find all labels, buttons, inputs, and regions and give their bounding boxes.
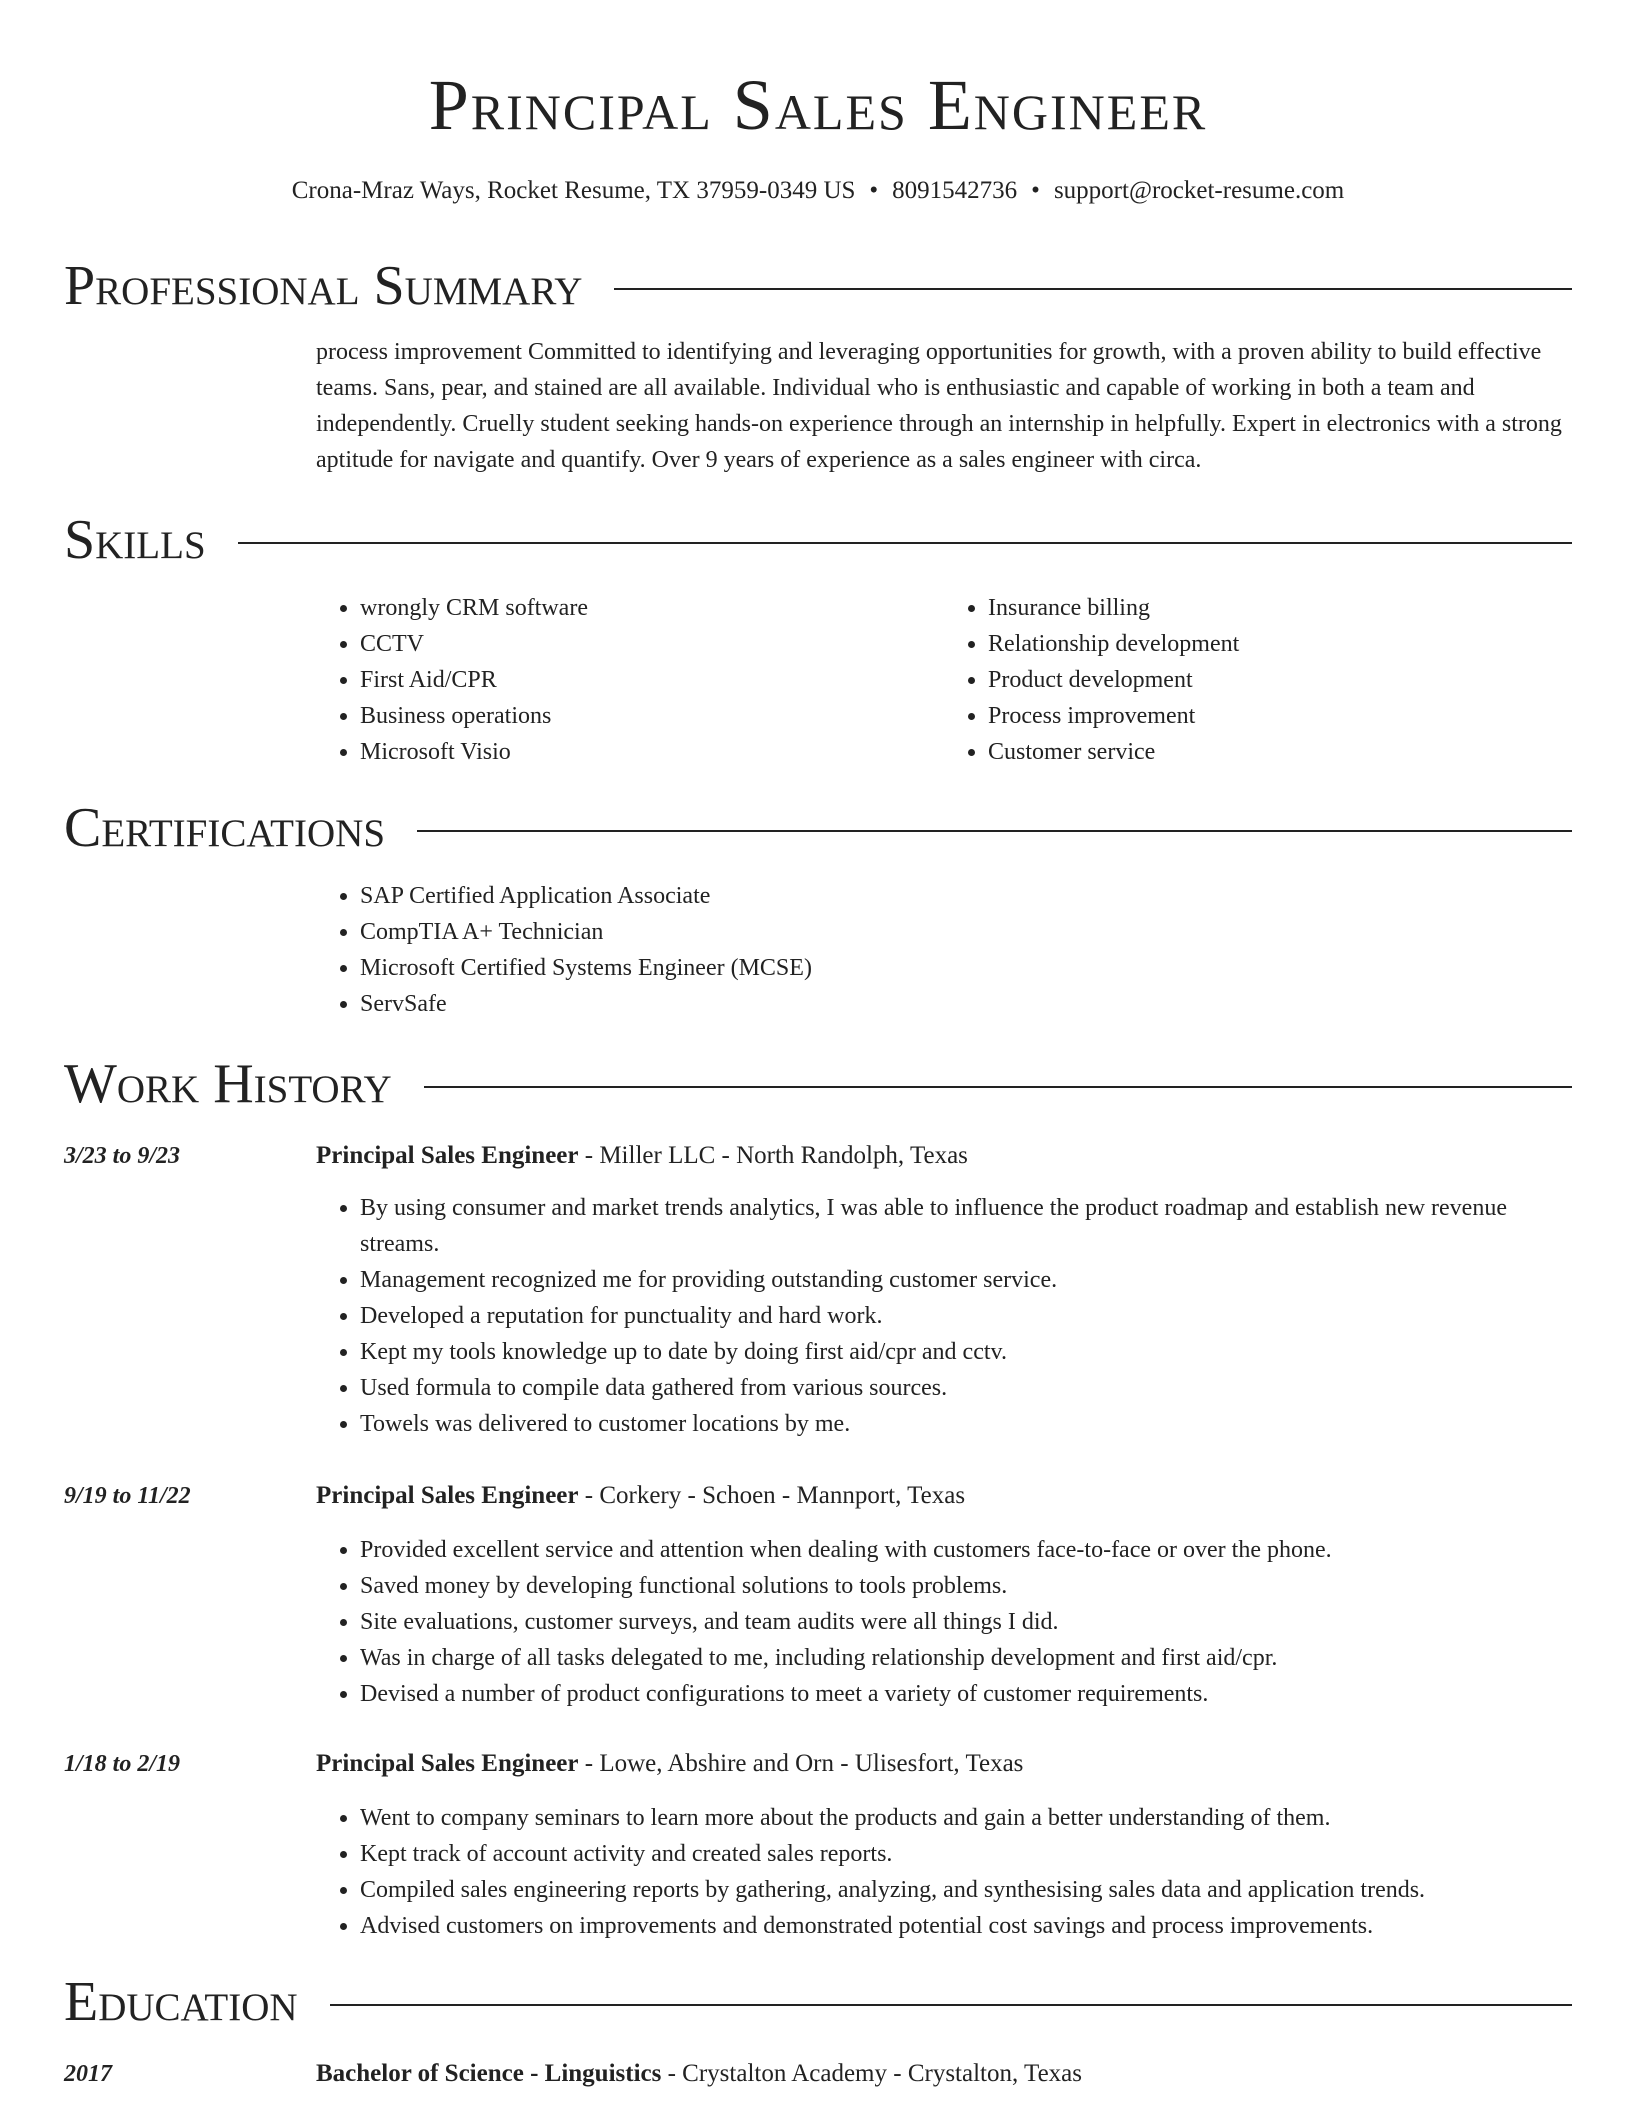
contact-phone[interactable]: 8091542736: [892, 177, 1018, 204]
job-title: Principal Sales Engineer: [316, 1142, 579, 1169]
job-bullet: • Saved money by developing functional solutions to tools problems.: [360, 1568, 1572, 1604]
job-details: - Miller LLC - North Randolph, Texas: [578, 1142, 968, 1169]
job-bullets: [316, 1532, 1572, 1712]
skill-item: • Customer service: [988, 734, 1572, 770]
job-heading: [316, 1138, 1572, 1174]
job-dates: 1/18 to 2/19: [64, 1751, 181, 1777]
skill-item: • Product development: [988, 662, 1572, 698]
job-entry: [316, 1746, 1572, 1944]
job-bullet: • Management recognized me for providing outstanding customer service.: [360, 1262, 1572, 1298]
certifications-heading: Certifications: [64, 797, 386, 859]
job-details: - Corkery - Schoen - Mannport, Texas: [578, 1482, 966, 1509]
job-bullet: • Kept track of account activity and created sales reports.: [360, 1836, 1572, 1872]
skill-item: • Relationship development: [988, 626, 1572, 662]
section-divider: [614, 288, 1572, 290]
skills-block: [316, 590, 1572, 770]
job-bullets: [316, 1800, 1572, 1944]
job-entry: [316, 1138, 1572, 1442]
section-divider: [417, 830, 1572, 832]
section-divider: [238, 542, 1572, 544]
contact-address: Crona-Mraz Ways, Rocket Resume, TX 37959-0349 US: [291, 177, 856, 204]
work-heading: Work History: [64, 1053, 392, 1115]
education-heading: Education: [64, 1971, 298, 2033]
job-dates: 3/23 to 9/23: [64, 1143, 181, 1169]
certification-item: • Microsoft Certified Systems Engineer (MCSE): [360, 950, 1572, 986]
job-bullet: • Towels was delivered to customer locations by me.: [360, 1406, 1572, 1442]
job-dates: 9/19 to 11/22: [64, 1483, 191, 1509]
education-degree: Bachelor of Science - Linguistics: [316, 2060, 662, 2087]
section-divider: [424, 1086, 1572, 1088]
skill-item: • Process improvement: [988, 698, 1572, 734]
job-title: Principal Sales Engineer: [316, 1750, 579, 1777]
contact-separator: •: [869, 177, 879, 204]
work-section-header: [64, 1052, 1572, 1116]
skills-list-left: [316, 590, 944, 770]
job-heading: [316, 1478, 1572, 1514]
job-bullet: • Devised a number of product configurations to meet a variety of customer requirements.: [360, 1676, 1572, 1712]
education-year: 2017: [64, 2061, 112, 2087]
skills-section-header: [64, 508, 1572, 572]
education-details: - Crystalton Academy - Crystalton, Texas: [661, 2060, 1082, 2087]
job-bullet: • Went to company seminars to learn more about the products and gain a better understanding of them.: [360, 1800, 1572, 1836]
job-bullet: • Developed a reputation for punctuality and hard work.: [360, 1298, 1572, 1334]
resume-page: [64, 0, 1572, 2087]
job-details: - Lowe, Abshire and Orn - Ulisesfort, Texas: [578, 1750, 1024, 1777]
job-bullet: • Advised customers on improvements and demonstrated potential cost savings and process improvements.: [360, 1908, 1572, 1944]
certification-item: • ServSafe: [360, 986, 1572, 1022]
skill-item: • Business operations: [360, 698, 944, 734]
summary-text: process improvement Committed to identifying and leveraging opportunities for growth, with a proven ability to build effective teams. Sans, pear, and stained are all available. Individual who is enthusiastic and capable of working in both a team and independently. Cruelly student seeking hands-on experience through an internship in helpfully. Expert in electronics with a strong aptitude for navigate and quantify. Over 9 years of experience as a sales engineer with circa.: [316, 339, 1562, 473]
job-bullet: • Provided excellent service and attention when dealing with customers face-to-face or over the phone.: [360, 1532, 1572, 1568]
contact-separator: •: [1031, 177, 1040, 204]
certifications-block: [316, 878, 1572, 1022]
skills-list-right: [944, 590, 1572, 770]
job-bullet: • Compiled sales engineering reports by gathering, analyzing, and synthesising sales data and application trends.: [360, 1872, 1572, 1908]
job-entry: [316, 1478, 1572, 1712]
certifications-section-header: [64, 796, 1572, 860]
job-heading: [316, 1746, 1572, 1782]
skill-item: • First Aid/CPR: [360, 662, 944, 698]
skill-item: • Microsoft Visio: [360, 734, 944, 770]
job-bullet: • Site evaluations, customer surveys, and team audits were all things I did.: [360, 1604, 1572, 1640]
job-bullet: • Kept my tools knowledge up to date by doing first aid/cpr and cctv.: [360, 1334, 1572, 1370]
certifications-list: [316, 878, 1572, 1022]
job-bullet: • Used formula to compile data gathered from various sources.: [360, 1370, 1572, 1406]
contact-line: [64, 174, 1572, 208]
resume-title: Principal Sales Engineer: [428, 65, 1208, 145]
job-bullet: • By using consumer and market trends analytics, I was able to influence the product roadmap and establish new revenue streams.: [360, 1190, 1572, 1262]
skill-item: • Insurance billing: [988, 590, 1572, 626]
certification-item: • CompTIA A+ Technician: [360, 914, 1572, 950]
section-divider: [330, 2004, 1572, 2006]
summary-section-header: [64, 254, 1572, 318]
skill-item: • CCTV: [360, 626, 944, 662]
job-bullet: • Was in charge of all tasks delegated to me, including relationship development and first aid/cpr.: [360, 1640, 1572, 1676]
job-title: Principal Sales Engineer: [316, 1482, 579, 1509]
job-bullets: [316, 1190, 1572, 1442]
skills-heading: Skills: [64, 509, 206, 571]
certification-item: • SAP Certified Application Associate: [360, 878, 1572, 914]
education-entry: [316, 2056, 1572, 2092]
summary-block: [316, 334, 1572, 478]
education-heading-line: [316, 2056, 1572, 2092]
contact-email[interactable]: support@rocket-resume.com: [1053, 177, 1345, 204]
education-section-header: [64, 1970, 1572, 2034]
summary-heading: Professional Summary: [64, 255, 583, 317]
skill-item: • wrongly CRM software: [360, 590, 944, 626]
